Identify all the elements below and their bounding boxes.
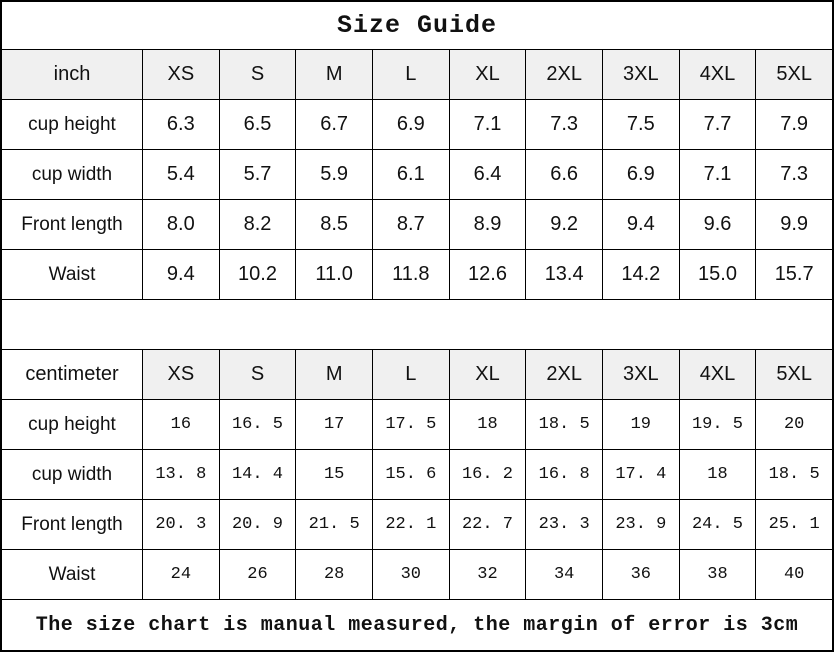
size-value-cell: 15.7 [755, 250, 832, 299]
table-row [2, 399, 832, 449]
size-value-cell: 10.2 [219, 250, 296, 299]
row-label-cell: cup height [2, 400, 142, 449]
row-label-cell: cup width [2, 150, 142, 199]
row-label-cell: Waist [2, 250, 142, 299]
spacer-row [2, 299, 832, 349]
size-value-cell: 20. 9 [219, 500, 296, 549]
size-value-cell: 17. 5 [372, 400, 449, 449]
size-value-cell: 24 [142, 550, 219, 599]
size-value-cell: 7.9 [755, 100, 832, 149]
size-value-cell: 7.3 [755, 150, 832, 199]
size-value-cell: 34 [525, 550, 602, 599]
size-value-cell: 14. 4 [219, 450, 296, 499]
size-value-cell: 15 [295, 450, 372, 499]
row-label-cell: Front length [2, 500, 142, 549]
size-value-cell: 5.4 [142, 150, 219, 199]
size-column-header: XL [449, 50, 526, 99]
size-column-header: 4XL [679, 50, 756, 99]
size-value-cell: 6.6 [525, 150, 602, 199]
size-value-cell: 9.2 [525, 200, 602, 249]
size-value-cell: 18. 5 [755, 450, 832, 499]
size-column-header: M [295, 50, 372, 99]
size-column-header: L [372, 50, 449, 99]
size-value-cell: 17 [295, 400, 372, 449]
title-row [2, 2, 832, 49]
table-row [2, 499, 832, 549]
size-value-cell: 6.3 [142, 100, 219, 149]
table-row [2, 449, 832, 499]
size-value-cell: 25. 1 [755, 500, 832, 549]
row-label-cell: cup height [2, 100, 142, 149]
size-value-cell: 19. 5 [679, 400, 756, 449]
size-value-cell: 6.5 [219, 100, 296, 149]
size-column-header: XS [142, 50, 219, 99]
size-value-cell: 18 [449, 400, 526, 449]
size-value-cell: 23. 3 [525, 500, 602, 549]
size-value-cell: 13.4 [525, 250, 602, 299]
size-column-header: S [219, 350, 296, 399]
size-value-cell: 7.5 [602, 100, 679, 149]
size-value-cell: 8.5 [295, 200, 372, 249]
size-value-cell: 17. 4 [602, 450, 679, 499]
size-value-cell: 5.7 [219, 150, 296, 199]
size-column-header: 2XL [525, 350, 602, 399]
size-value-cell: 9.9 [755, 200, 832, 249]
unit-label-cell: inch [2, 50, 142, 99]
size-value-cell: 16. 2 [449, 450, 526, 499]
size-value-cell: 26 [219, 550, 296, 599]
table-inch [2, 49, 832, 299]
size-column-header: S [219, 50, 296, 99]
row-label-cell: cup width [2, 450, 142, 499]
row-label-cell: Waist [2, 550, 142, 599]
size-value-cell: 22. 7 [449, 500, 526, 549]
size-value-cell: 6.4 [449, 150, 526, 199]
size-column-header: M [295, 350, 372, 399]
size-value-cell: 7.3 [525, 100, 602, 149]
size-value-cell: 20. 3 [142, 500, 219, 549]
size-value-cell: 16. 8 [525, 450, 602, 499]
size-value-cell: 7.7 [679, 100, 756, 149]
size-column-header: 5XL [755, 350, 832, 399]
size-value-cell: 6.9 [372, 100, 449, 149]
footer-row [2, 599, 832, 650]
table-row [2, 549, 832, 599]
size-column-header: 3XL [602, 50, 679, 99]
size-value-cell: 5.9 [295, 150, 372, 199]
size-value-cell: 13. 8 [142, 450, 219, 499]
size-value-cell: 23. 9 [602, 500, 679, 549]
size-value-cell: 21. 5 [295, 500, 372, 549]
size-value-cell: 9.6 [679, 200, 756, 249]
centimeter-header-row [2, 349, 832, 399]
table-centimeter [2, 349, 832, 599]
size-column-header: XL [449, 350, 526, 399]
size-value-cell: 20 [755, 400, 832, 449]
size-column-header: XS [142, 350, 219, 399]
size-value-cell: 36 [602, 550, 679, 599]
size-value-cell: 19 [602, 400, 679, 449]
size-value-cell: 32 [449, 550, 526, 599]
size-value-cell: 30 [372, 550, 449, 599]
size-value-cell: 6.9 [602, 150, 679, 199]
size-column-header: 5XL [755, 50, 832, 99]
footer-note: The size chart is manual measured, the margin of error is 3cm [35, 613, 799, 637]
size-value-cell: 8.7 [372, 200, 449, 249]
size-value-cell: 12.6 [449, 250, 526, 299]
size-value-cell: 8.2 [219, 200, 296, 249]
size-value-cell: 9.4 [602, 200, 679, 249]
size-value-cell: 15. 6 [372, 450, 449, 499]
size-value-cell: 14.2 [602, 250, 679, 299]
size-column-header: L [372, 350, 449, 399]
table-row [2, 149, 832, 199]
size-value-cell: 16 [142, 400, 219, 449]
size-value-cell: 7.1 [449, 100, 526, 149]
size-value-cell: 8.0 [142, 200, 219, 249]
table-row [2, 199, 832, 249]
size-value-cell: 7.1 [679, 150, 756, 199]
size-value-cell: 24. 5 [679, 500, 756, 549]
size-value-cell: 11.0 [295, 250, 372, 299]
size-value-cell: 28 [295, 550, 372, 599]
size-value-cell: 6.1 [372, 150, 449, 199]
inch-header-row [2, 49, 832, 99]
size-value-cell: 15.0 [679, 250, 756, 299]
size-value-cell: 16. 5 [219, 400, 296, 449]
size-column-header: 3XL [602, 350, 679, 399]
page-title: Size Guide [336, 11, 498, 40]
size-column-header: 2XL [525, 50, 602, 99]
size-value-cell: 8.9 [449, 200, 526, 249]
size-column-header: 4XL [679, 350, 756, 399]
table-row [2, 249, 832, 299]
size-value-cell: 11.8 [372, 250, 449, 299]
size-value-cell: 6.7 [295, 100, 372, 149]
size-value-cell: 22. 1 [372, 500, 449, 549]
size-value-cell: 18 [679, 450, 756, 499]
size-value-cell: 18. 5 [525, 400, 602, 449]
table-row [2, 99, 832, 149]
size-value-cell: 40 [755, 550, 832, 599]
size-value-cell: 9.4 [142, 250, 219, 299]
row-label-cell: Front length [2, 200, 142, 249]
unit-label-cell: centimeter [2, 350, 142, 399]
size-value-cell: 38 [679, 550, 756, 599]
